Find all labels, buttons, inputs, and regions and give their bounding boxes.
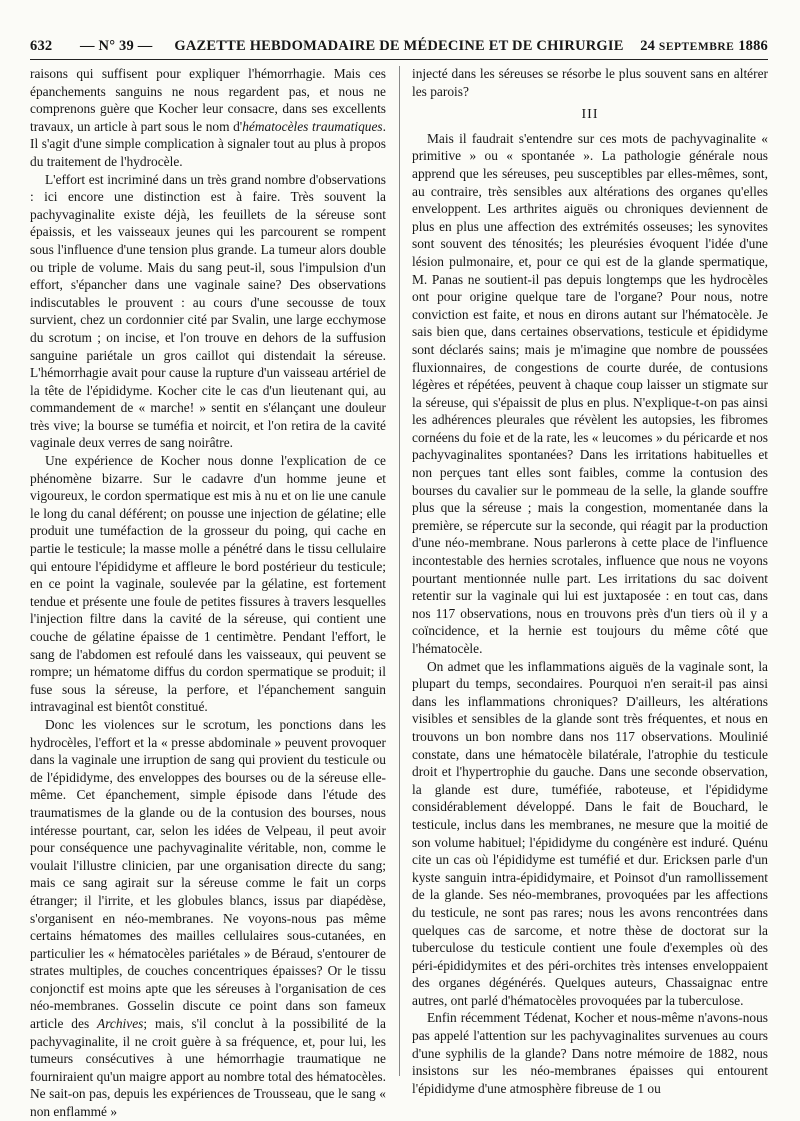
left-column — [30, 65, 387, 1120]
issue-date: 24 SEPTEMBRE 1886 — [640, 38, 768, 54]
paragraph: Mais il faudrait s'entendre sur ces mots de pachyvaginalite « primitive » ou « spontanée ». La pathologie générale nous apprend que les séreuses, peu susceptibles par elles-mêmes, sont, au contraire, très sensibles aux altérations des organes qu'elles enveloppent. Les arthrites aiguës ou chroniques deviennent de plus en plus une affection des extrémités osseuses; les synovites sont souvent des ténosités; les pleurésies évoquent l'idée d'une lésion pulmonaire, et, pour ce qui est de la glande spermatique, M. Panas ne soutient-il pas depuis longtemps que les hydrocèles ont pour origine quelque tare de l'organe? Pour nous, notre conviction est faite, et nous en dirons autant sur l'hématocèle. Je sais bien que, dans certaines observations, testicule et épididyme sont déclarés sains; mais je m'imagine que nombre de poussées fluxionnaires, de congestions de courte durée, de contusions légères et répétées, peuvent à chaque coup laisser un stigmate sur la séreuse, qui s'épaissit de plus en plus. N'explique-t-on pas ainsi les adhérences pleurales que révèlent les autopsies, les fibromes cornéens du foie et de la rate, les « leucomes » du péricarde et nos pachyvaginalites spontanées? Dans les irritations habituelles et non perçues tant elles sont faibles, comme la contusion des bourses du cavalier sur le pommeau de la selle, la glande souffre plus que la séreuse ; mais la congestion, momentanée dans la première, se répercute sur la seconde, qui réagit par la production d'une néo-membrane. Nous parlerons à cette place de l'influence incontestable des hernies scrotales, influence que nous ne voyons pourtant mentionnée nulle part. Les irritations du sac doivent retentir sur la vaginale qui lui est juxtaposée : en tout cas, dans nos 117 observations, nous en trouvons près d'un tiers où il y a coïncidence, et la hernie est toujours du même côté que l'hématocèle. — [412, 130, 768, 656]
journal-title: GAZETTE HEBDOMADAIRE DE MÉDECINE ET DE CHIRURGIE — [174, 38, 624, 54]
right-column — [412, 65, 768, 1096]
column-divider — [399, 66, 400, 1076]
paragraph: injecté dans les séreuses se résorbe le plus souvent sans en altérer les parois? — [412, 66, 768, 99]
paragraph: Enfin récemment Tédenat, Kocher et nous-même n'avons-nous pas appelé l'attention sur les pachyvaginalites survenues au cours d'une syphilis de la glande? Dans notre mémoire de 1882, nous insistons sur les néo-membranes épaisses qui entourent l'épididyme d'une atmosphère fibreuse de 1 ou — [412, 1010, 768, 1096]
paragraph: On admet que les inflammations aiguës de la vaginale sont, la plupart du temps, secondaires. Pourquoi n'en serait-il pas ainsi dans les inflammations chroniques? D'ailleurs, les altérations visibles et sensibles de la glande sont très fréquentes, et nous en trouvons un bon nombre dans nos 117 observations. Moulinié constate, dans une hématocèle bilatérale, l'atrophie du testicule droit et l'hypertrophie du gauche. Dans une seconde observation, la glande est dure, tuméfiée, raboteuse, et l'épididyme considérablement développé. Dans le fait de Bouchard, le testicule, inclus dans les membranes, ne mesure que la moitié de son volume habituel; l'épididyme du congénère est induré. Quénu cite un cas où l'épididyme est tuméfié et dur. Ericksen parle d'un kyste sanguin intra-épididymaire, et Poinsot d'un ramollissement de la glande. Ses néo-membranes, provoquées par les affections du testicule, ne sont pas rares; nous les avons rencontrées dans quelques cas de sarcome, et notre thèse de doctorat sur la tuberculose du testicule contient une foule d'exemples où des péri-épididymites et des péri-orchites très intenses enveloppaient des organes dégénérés. Quelques auteurs, Chassaignac entre autres, ont parlé d'hématocèles provoquées par la tuberculose. — [412, 658, 768, 1008]
paragraph: Une expérience de Kocher nous donne l'explication de ce phénomène bizarre. Sur le cadavre d'un homme jeune et vigoureux, le cordon spermatique est mis à nu et on lie une canule le long du canal déférent; on pousse une injection de gélatine; elle produit une tuméfaction de la grosseur du poing, qui cache en partie le testicule; la masse molle a pénétré dans le tissu cellulaire qui entoure l'épididyme et affleure le bord postérieur du testicule; en ce point la vaginale, soulevée par la gélatine, est fortement tendue et présente une foule de petites fissures à travers lesquelles l'injection filtre dans la cavité de la séreuse, qui contient une couche de gélatine épaisse de 1 centimètre. Pendant l'effort, le sang de l'abdomen est refoulé dans les vaisseaux, qui peuvent se rompre; un hématome diffus du cordon spermatique se produit; il fuse sous la séreuse, la perfore, et l'épanchement sanguin intravaginal est bientôt constitué. — [30, 453, 386, 715]
section-heading: III — [581, 107, 599, 123]
paragraph: L'effort est incriminé dans un très grand nombre d'observations : ici encore une distinction est à faire. Très souvent la pachyvaginalite existe déjà, les feuillets de la séreuse sont épaissis, et les vaisseaux jeunes qui les parcourent se rompent sous l'influence d'une tension plus grande. La tumeur alors double ou triple de volume. Mais du sang peut-il, sous l'impulsion d'un effort, s'épancher dans une vaginale saine? Des observations indiscutables le prouvent : au cours d'une secousse de toux survient, chez un cordonnier cité par Svalin, une large ecchymose du scrotum ; on incise, et l'on trouve en dehors de la suffusion sanguine pariétale un gros caillot qui distendait la séreuse. L'hémorrhagie avait pour cause la rupture d'un vaisseau artériel de la tête de l'épididyme. Kocher cite le cas d'un lieutenant qui, au commandement de « marche! » sentit en s'élançant une douleur très vive; la bourse se tuméfia et noircit, et l'on retira de la cavité vaginale deux verres de sang noirâtre. — [30, 171, 386, 451]
paragraph: raisons qui suffisent pour expliquer l'hémorrhagie. Mais ces épanchements sanguins ne nous regardent pas, et nous ne comprenons guère que Kocher leur consacre, dans ses excellents travaux, un article à part sous le nom d'hématocèles traumatiques. Il s'agit d'une simple complication à signaler tout au plus à propos du traitement de l'hydrocèle. — [30, 66, 387, 169]
paragraph: Donc les violences sur le scrotum, les ponctions dans les hydrocèles, l'effort et la « presse abdominale » peuvent provoquer dans la vaginale une irruption de sang qui provient du testicule ou de l'épididyme, des enveloppes des bourses ou de la séreuse elle-même. Cet épanchement, simple épisode dans l'étude des traumatismes de la glande ou de la contusion des bourses, nous intéresse pourtant, car, selon les idées de Velpeau, il peut avoir pour conséquence une pachyvaginalite véritable, non, comme le voulait l'illustre clinicien, par une organisation directe du sang; mais ce sang agirait sur la séreuse comme le fait un corps étranger; il l'irrite, et les globules blancs, issus par diapédèse, s'organisent en néo-membranes. Ne voyons-nous pas même certains hématomes des mailles cellulaires sous-cutanées, en particulier les « hématocèles pariétales » de Béraud, s'entourer de strates multiples, de couches concentriques épaisses? Or le tissu conjonctif est moins apte que les séreuses à l'organisation de ces néo-membranes. Gosselin discute ce point dans son fameux article des Archives; mais, s'il conclut à la possibilité de la pachyvaginalite, il ne croit guère à sa fréquence, et, pour lui, les tumeurs consécutives à une hémorrhagie traumatique ne fourniraient qu'un maigre apport au nombre total des hématocèles. Ne sait-on pas, depuis les expériences de Trousseau, que le sang « non enflammé » — [30, 716, 386, 1120]
page-header — [30, 8, 768, 54]
header-rule — [30, 59, 768, 60]
page-number: 632 — [30, 38, 53, 54]
issue-number: — N° 39 — — [80, 38, 153, 54]
